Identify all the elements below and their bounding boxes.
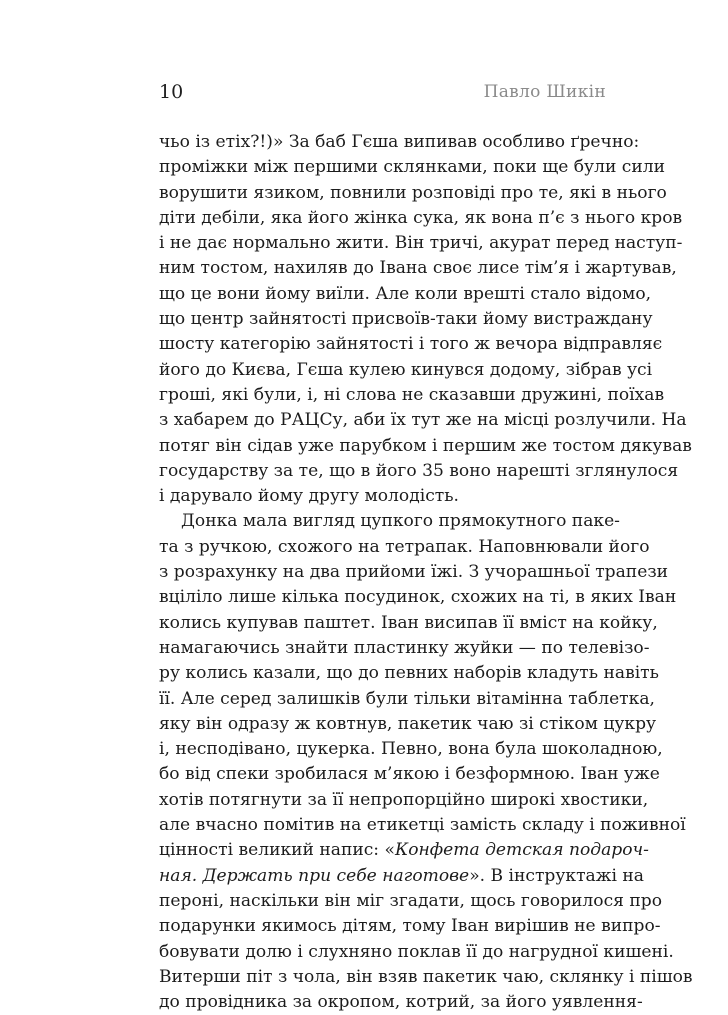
text-line: потяг він сідав уже парубком і першим же тостом дякував	[159, 435, 692, 456]
text-line: гроші, які були, і, ні слова не сказавши дружині, поїхав	[159, 384, 665, 405]
page-number: 10	[159, 81, 184, 103]
text-line: вціліло лише кілька посудинок, схожих на ті, в яких Іван	[159, 587, 677, 608]
text-line: бо від спеки зробилася м’якою і безформною. Іван уже	[159, 764, 660, 785]
text-line: подарунки якимось дітям, тому Іван вирішив не випро-	[159, 916, 661, 937]
body-text	[159, 130, 693, 1015]
text-line: Донка мала вигляд цупкого прямокутного паке-	[181, 511, 620, 532]
italic-quote: Конфета детская подароч-	[394, 840, 649, 861]
text-segment: цінності великий напис: «	[159, 840, 395, 861]
text-line: з хабарем до РАЦСу, аби їх тут же на місці розлучили. На	[159, 410, 687, 431]
text-line-with-italic	[159, 838, 649, 863]
text-line: ним тостом, нахиляв до Івана своє лисе тім’я і жартував,	[159, 258, 677, 279]
text-line: і не дає нормально жити. Він тричі, акурат перед наступ-	[159, 233, 683, 254]
text-line: шосту категорію зайнятості і того ж вечора відправляє	[159, 334, 663, 355]
text-line: колись купував паштет. Іван висипав її вміст на койку,	[159, 612, 658, 633]
text-line: Витерши піт з чола, він взяв пакетик чаю, склянку і пішов	[159, 966, 693, 987]
italic-quote: ная. Держать при себе наготове	[159, 865, 470, 886]
text-line: але вчасно помітив на етикетці замість складу і поживної	[159, 815, 686, 836]
text-line: його до Києва, Гєша кулею кинувся додому, зібрав усі	[159, 359, 653, 380]
text-line: чьо із етіх?!)» За баб Гєша випивав особливо ґречно:	[159, 132, 640, 152]
text-line: її. Але серед залишків були тільки вітамінна таблетка,	[159, 688, 655, 709]
text-line: государству за те, що в його 35 воно нарешті зглянулося	[159, 460, 679, 481]
text-line: яку він одразу ж ковтнув, пакетик чаю зі стіком цукру	[159, 713, 657, 734]
text-line: що це вони йому виїли. Але коли врешті стало відомо,	[159, 283, 652, 304]
text-line: що центр зайнятості присвоїв-таки йому вистраждану	[159, 309, 653, 330]
text-segment: ». В інструктажі на	[469, 865, 644, 886]
running-head-author: Павло Шикін	[483, 82, 606, 102]
text-line: ру колись казали, що до певних наборів кладуть навіть	[159, 663, 659, 684]
text-line: намагаючись знайти пластинку жуйки — по телевізо-	[159, 637, 650, 658]
text-line: проміжки між першими склянками, поки ще були сили	[159, 157, 666, 178]
text-line: пероні, наскільки він міг згадати, щось говорилося про	[159, 890, 662, 911]
text-line: ворушити язиком, повнили розповіді про те, які в нього	[159, 182, 667, 203]
text-line-with-italic	[159, 864, 644, 889]
text-line: до провідника за окропом, котрий, за його уявлення-	[159, 992, 643, 1013]
text-line: з розрахунку на два прийоми їжі. З учорашньої трапези	[159, 562, 669, 583]
text-line: і дарувало йому другу молодість.	[159, 486, 459, 507]
text-line: хотів потягнути за її непропорційно широкі хвостики,	[159, 789, 649, 810]
text-line: діти дебіли, яка його жінка сука, як вона п’є з нього кров	[159, 207, 683, 228]
text-line: бовувати долю і слухняно поклав її до нагрудної кишені.	[159, 941, 674, 962]
text-line: і, несподівано, цукерка. Певно, вона була шоколадною,	[159, 739, 663, 760]
text-line: та з ручкою, схожого на тетрапак. Наповнювали його	[159, 536, 650, 557]
